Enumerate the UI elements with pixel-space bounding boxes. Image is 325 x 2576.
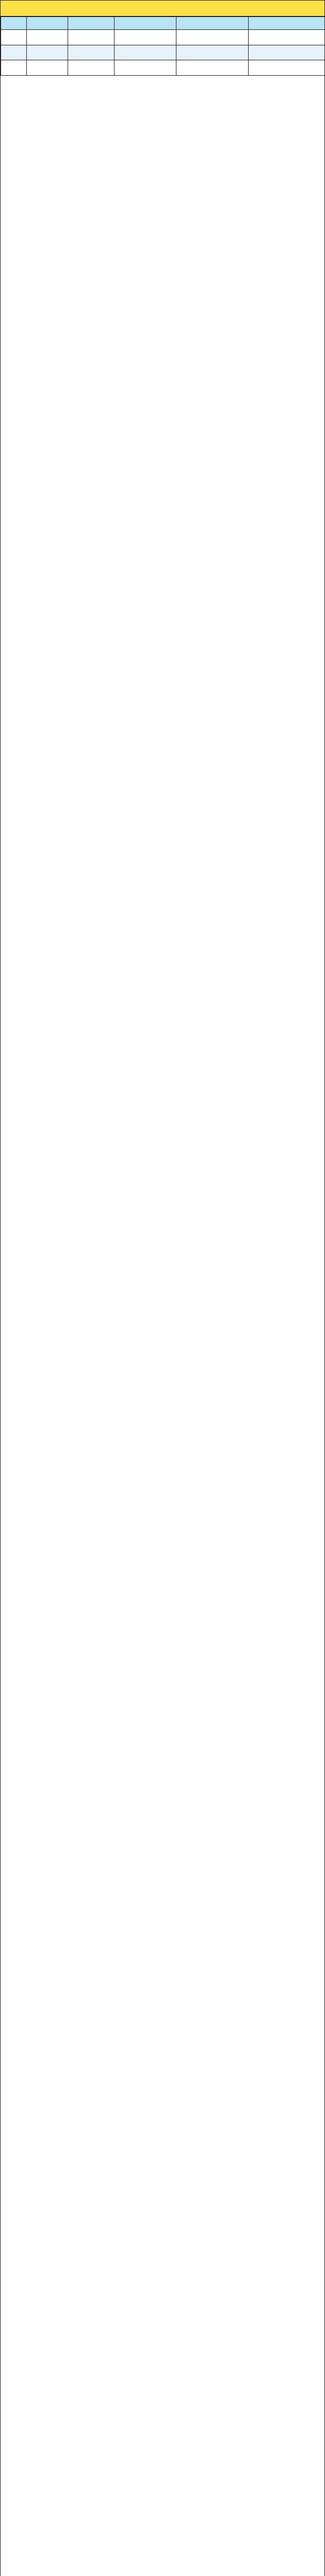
cell-subject — [27, 60, 68, 76]
cell-rate — [249, 45, 325, 60]
column-header-cumulative — [176, 17, 249, 30]
cell-subject — [27, 45, 68, 60]
cell-cumulative — [176, 30, 249, 45]
cell-count — [115, 45, 176, 60]
cell-cumulative — [176, 45, 249, 60]
column-header-index — [1, 17, 27, 30]
sheet-title — [1, 1, 324, 16]
cell-count — [115, 60, 176, 76]
cell-score — [68, 60, 115, 76]
cell-score — [68, 45, 115, 60]
cell-score — [68, 30, 115, 45]
column-header-rate — [249, 17, 325, 30]
table-row — [1, 60, 325, 76]
cell-index — [1, 30, 27, 45]
column-header-count — [115, 17, 176, 30]
column-header-score — [68, 17, 115, 30]
cell-cumulative — [176, 60, 249, 76]
cell-index — [1, 60, 27, 76]
cell-index — [1, 45, 27, 60]
column-header-subject — [27, 17, 68, 30]
cell-rate — [249, 30, 325, 45]
header-row — [1, 17, 325, 30]
cell-count — [115, 30, 176, 45]
cell-rate — [249, 60, 325, 76]
table-row — [1, 45, 325, 60]
cell-subject — [27, 30, 68, 45]
table-row — [1, 30, 325, 45]
ranking-table — [1, 16, 325, 76]
table-body — [1, 30, 325, 76]
